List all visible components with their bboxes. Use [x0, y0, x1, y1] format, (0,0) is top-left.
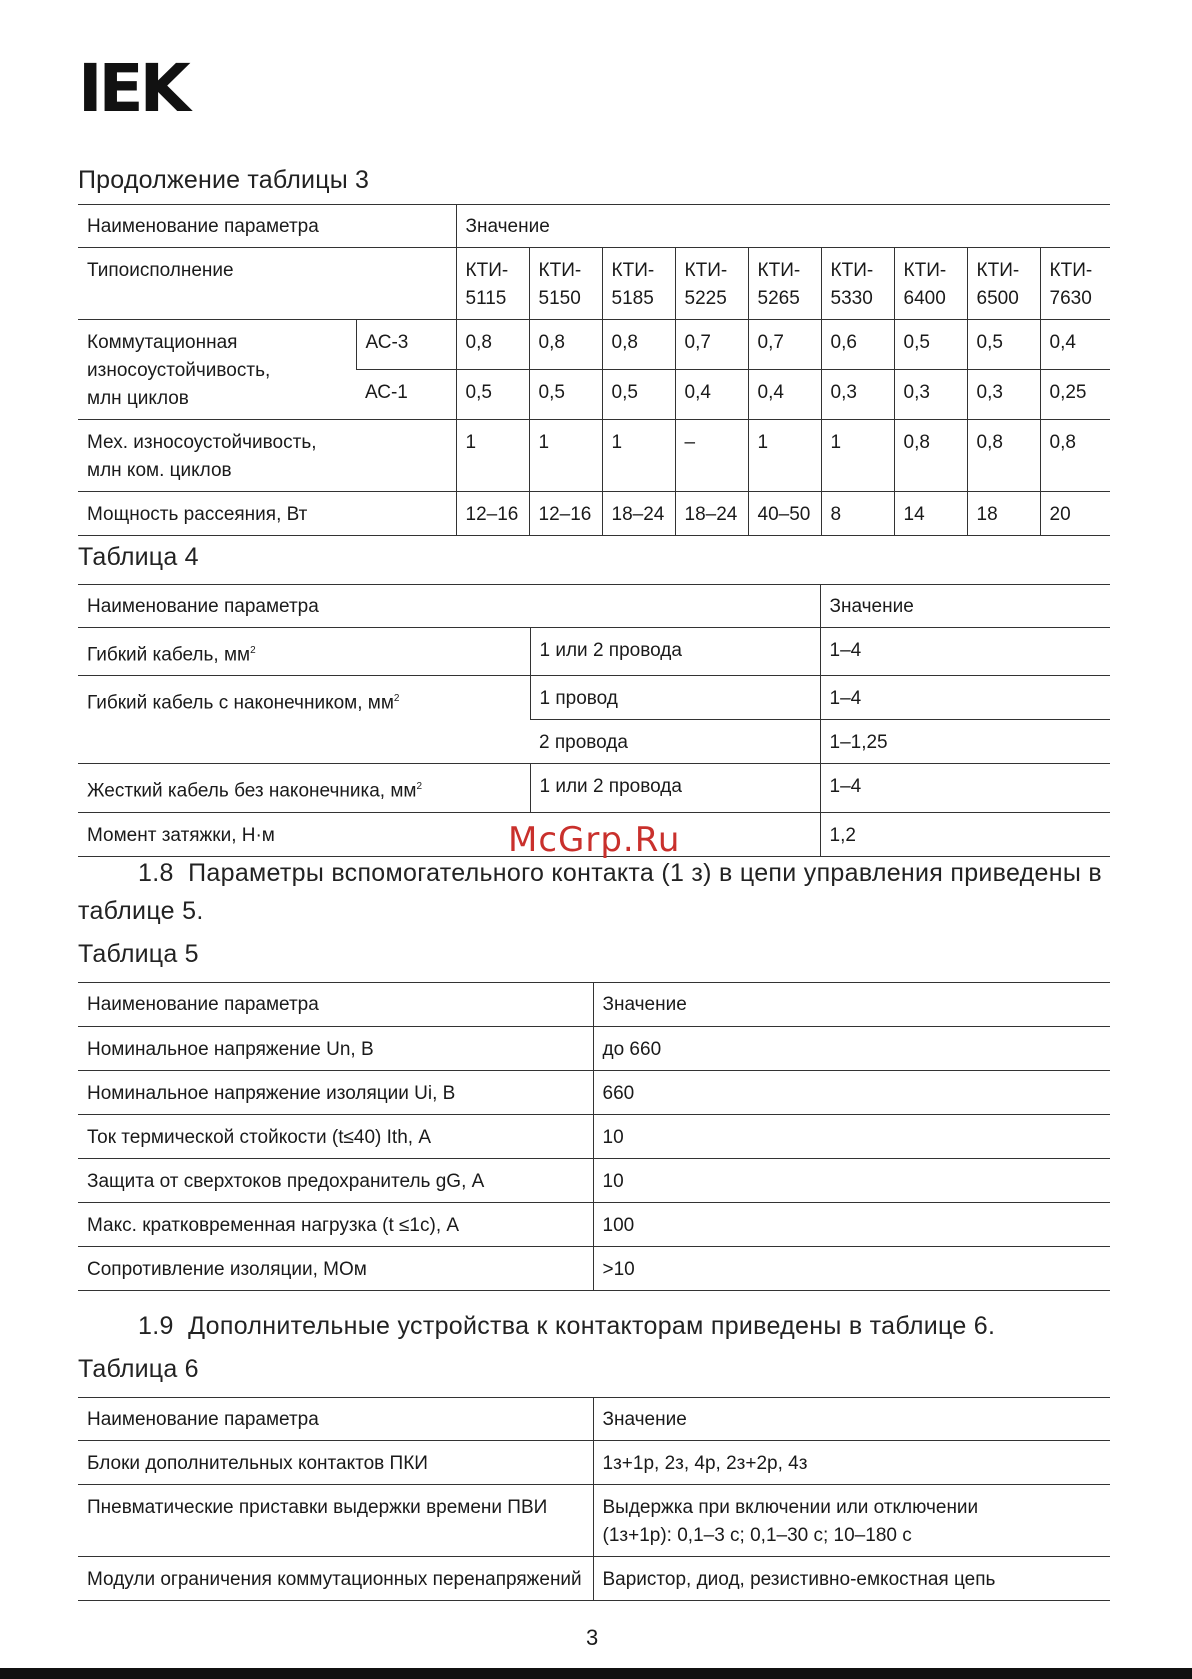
- ac1-label: АС-1: [356, 370, 456, 420]
- row-label: Гибкий кабель, $мм^2$: [78, 628, 530, 676]
- value-cell: –: [675, 420, 748, 492]
- table4-caption: Таблица 4: [78, 543, 199, 571]
- row-value: Выдержка при включении или отключении (1з+1р): 0,1–3 с; 0,1–30 с; 10–180 с: [593, 1485, 1110, 1557]
- value-cell: 18: [967, 492, 1040, 536]
- table5-caption: Таблица 5: [78, 940, 199, 968]
- row-value: Варистор, диод, резистивно-емкостная цепь: [593, 1557, 1110, 1601]
- value-cell: 0,25: [1040, 370, 1110, 420]
- model-cell: КТИ- 6500: [967, 248, 1040, 320]
- value-cell: 0,7: [748, 320, 821, 370]
- value-cell: 14: [894, 492, 967, 536]
- value-cell: 0,8: [456, 320, 529, 370]
- row-label: Ток термической стойкости (t≤40) Ith, А: [78, 1115, 593, 1159]
- value-cell: 20: [1040, 492, 1110, 536]
- table3: [78, 204, 1110, 536]
- type-row: [78, 248, 1110, 320]
- row-label: Гибкий кабель с наконечником, $мм^2$: [78, 676, 530, 764]
- table6: [78, 1397, 1110, 1601]
- model-cell: КТИ- 5150: [529, 248, 602, 320]
- value-cell: 0,4: [1040, 320, 1110, 370]
- model-cell: КТИ- 6400: [894, 248, 967, 320]
- row-label: Модули ограничения коммутационных перенапряжений: [78, 1557, 593, 1601]
- table5: [78, 982, 1110, 1291]
- row-label: Момент затяжки, Н·м: [78, 812, 820, 856]
- power-row: [78, 492, 1110, 536]
- row-value: до 660: [593, 1027, 1110, 1071]
- header-param: Наименование параметра: [78, 205, 456, 248]
- table-row: [78, 1027, 1110, 1071]
- model-cell: КТИ- 5115: [456, 248, 529, 320]
- row-value: 660: [593, 1071, 1110, 1115]
- table-row: [78, 1557, 1110, 1601]
- bottom-rule: [0, 1668, 1192, 1679]
- row-sub: 1 провод: [530, 676, 820, 720]
- table-row: [78, 1159, 1110, 1203]
- paragraph-1-9: 1.9 Дополнительные устройства к контакторам приведены в таблице 6.: [138, 1312, 996, 1340]
- mech-label: Мех. износоустойчивость, млн ком. циклов: [78, 420, 456, 492]
- table-row: [78, 628, 1110, 676]
- row-sub: 2 провода: [530, 720, 820, 764]
- header-value: Значение: [593, 983, 1110, 1027]
- row-label: Защита от сверхтоков предохранитель gG, А: [78, 1159, 593, 1203]
- row-value: 1–1,25: [820, 720, 1110, 764]
- row-label: Сопротивление изоляции, МОм: [78, 1247, 593, 1291]
- header-value: Значение: [593, 1398, 1110, 1441]
- value-cell: 1: [456, 420, 529, 492]
- value-cell: 0,5: [967, 320, 1040, 370]
- header-param: Наименование параметра: [78, 585, 820, 628]
- value-cell: 0,5: [456, 370, 529, 420]
- model-cell: КТИ- 5225: [675, 248, 748, 320]
- table-row: [78, 1247, 1110, 1291]
- table-row: [78, 1203, 1110, 1247]
- iek-logo: IEK: [78, 50, 187, 127]
- value-cell: 0,5: [894, 320, 967, 370]
- model-cell: КТИ- 5265: [748, 248, 821, 320]
- value-cell: 1: [602, 420, 675, 492]
- value-cell: 0,5: [602, 370, 675, 420]
- value-cell: 18–24: [675, 492, 748, 536]
- value-cell: 0,3: [967, 370, 1040, 420]
- row-value: 10: [593, 1115, 1110, 1159]
- value-cell: 40–50: [748, 492, 821, 536]
- row-label: Жесткий кабель без наконечника, $мм^2$: [78, 764, 530, 812]
- power-label: Мощность рассеяния, Вт: [78, 492, 456, 536]
- value-cell: 0,3: [894, 370, 967, 420]
- value-cell: 12–16: [456, 492, 529, 536]
- value-cell: 0,8: [1040, 420, 1110, 492]
- row-label: Блоки дополнительных контактов ПКИ: [78, 1441, 593, 1485]
- value-cell: 0,8: [894, 420, 967, 492]
- row-label: Пневматические приставки выдержки времени ПВИ: [78, 1485, 593, 1557]
- value-cell: 18–24: [602, 492, 675, 536]
- row-value: 100: [593, 1203, 1110, 1247]
- value-cell: 1: [748, 420, 821, 492]
- value-cell: 0,4: [748, 370, 821, 420]
- value-cell: 0,4: [675, 370, 748, 420]
- table-row: [78, 1485, 1110, 1557]
- page-number: 3: [586, 1625, 599, 1650]
- row-value: 1з+1р, 2з, 4р, 2з+2р, 4з: [593, 1441, 1110, 1485]
- header-value: Значение: [820, 585, 1110, 628]
- value-cell: 0,8: [967, 420, 1040, 492]
- type-label: Типоисполнение: [78, 248, 456, 320]
- table3-header: [78, 205, 1110, 248]
- row-label: Макс. кратковременная нагрузка (t ≤1с), А: [78, 1203, 593, 1247]
- commutation-label: Коммутационная износоустойчивость, млн циклов: [78, 320, 356, 420]
- model-cell: КТИ- 7630: [1040, 248, 1110, 320]
- header-param: Наименование параметра: [78, 1398, 593, 1441]
- value-cell: 8: [821, 492, 894, 536]
- model-cell: КТИ- 5185: [602, 248, 675, 320]
- value-cell: 0,7: [675, 320, 748, 370]
- table-row: [78, 1441, 1110, 1485]
- ac3-row: [78, 320, 1110, 370]
- table6-caption: Таблица 6: [78, 1355, 199, 1383]
- row-value: 1,2: [820, 812, 1110, 856]
- value-cell: 1: [821, 420, 894, 492]
- row-value: 10: [593, 1159, 1110, 1203]
- table-row: [78, 764, 1110, 812]
- row-label: Номинальное напряжение Un, В: [78, 1027, 593, 1071]
- header-param: Наименование параметра: [78, 983, 593, 1027]
- row-label: Номинальное напряжение изоляции Ui, В: [78, 1071, 593, 1115]
- value-cell: 12–16: [529, 492, 602, 536]
- row-value: 1–4: [820, 764, 1110, 812]
- table6-header: [78, 1398, 1110, 1441]
- watermark: McGrp.Ru: [508, 820, 681, 860]
- row-value: 1–4: [820, 628, 1110, 676]
- table-row: [78, 676, 1110, 720]
- paragraph-1-8: 1.8 Параметры вспомогательного контакта (1 з) в цепи управления приведены в таблице 5.: [78, 859, 1102, 925]
- value-cell: 0,6: [821, 320, 894, 370]
- mech-row: [78, 420, 1110, 492]
- table-row: [78, 1115, 1110, 1159]
- ac3-label: АС-3: [356, 320, 456, 370]
- row-sub: 1 или 2 провода: [530, 628, 820, 676]
- header-value: Значение: [456, 205, 1110, 248]
- table3-caption: Продолжение таблицы 3: [78, 166, 370, 194]
- value-cell: 1: [529, 420, 602, 492]
- row-value: 1–4: [820, 676, 1110, 720]
- value-cell: 0,8: [529, 320, 602, 370]
- table5-header: [78, 983, 1110, 1027]
- model-cell: КТИ- 5330: [821, 248, 894, 320]
- row-sub: 1 или 2 провода: [530, 764, 820, 812]
- table-row: [78, 1071, 1110, 1115]
- table4: [78, 584, 1110, 857]
- row-value: >10: [593, 1247, 1110, 1291]
- value-cell: 0,5: [529, 370, 602, 420]
- value-cell: 0,3: [821, 370, 894, 420]
- table4-header: [78, 585, 1110, 628]
- value-cell: 0,8: [602, 320, 675, 370]
